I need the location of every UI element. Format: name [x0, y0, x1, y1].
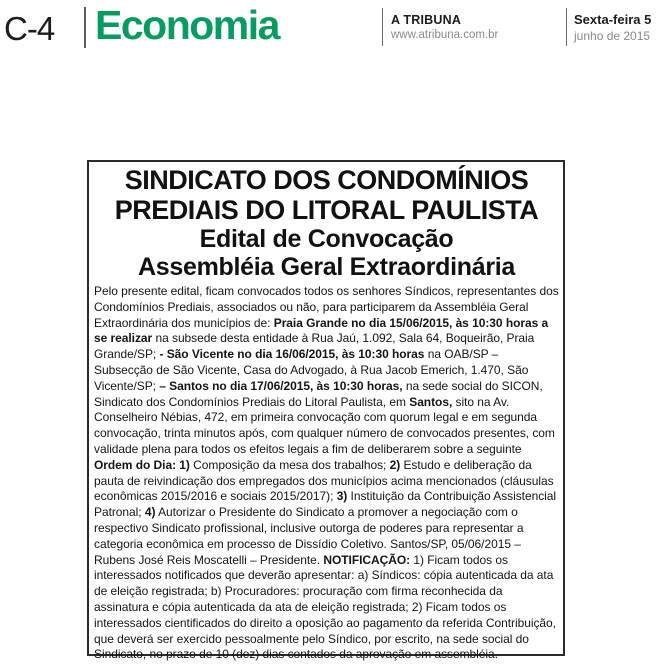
notice-title-line1: SINDICATO DOS CONDOMÍNIOS	[124, 165, 529, 195]
edition-date-weekday: Sexta-feira 5	[574, 12, 652, 27]
masthead-website: www.atribuna.com.br	[391, 29, 499, 42]
notice-subtitle-line2: Assembléia Geral Extraordinária	[138, 253, 515, 281]
edition-date	[574, 13, 651, 44]
section-title: Economia	[95, 2, 279, 48]
legal-notice-box	[87, 160, 565, 662]
edition-date-rest: junho de 2015	[574, 28, 651, 43]
header-divider	[382, 8, 383, 46]
page-number: C-4	[4, 10, 55, 47]
masthead	[391, 13, 498, 43]
masthead-name: A TRIBUNA	[391, 13, 462, 27]
notice-body-text: Pelo presente edital, ficam convocados todos os senhores Síndicos, representantes dos Condomínios Prediais, associados ou não, para participarem da Assembléia Geral Extraordinária dos municípios de: Praia Grande no dia 15/06/2015, às 10:30 horas a se realizar na subsede desta entidade à Rua Jaú, 1.092, Sala 64, Boqueirão, Praia Grande/SP; - São Vicente no dia 16/06/2015, às 10:30 horas na OAB/SP – Subsecção de São Vicente, Casa do Advogado, à Rua Jacob Emerich, 1.470, São Vicente/SP; – Santos no dia 17/06/2015, às 10:30 horas, na sede social do SICON, Sindicato dos Condomínios Prediais do Litoral Paulista, em Santos, sito na Av. Conselheiro Nébias, 472, em primeira convocação com quorum legal e em segunda convocação, trinta minutos após, com qualquer número de convocados presentes, com validade plena para todos os efeitos legais a fim de deliberarem sobre a seguinte Ordem do Dia: 1) Composição da mesa dos trabalhos; 2) Estudo e deliberação da pauta de reivindicação dos empregados dos municípios acima mencionados (cláusulas econômicas 2015/2016 e sociais 2015/2017); 3) Instituição da Contribuição Assistencial Patronal; 4) Autorizar o Presidente do Sindicato a promover a negociação com o respectivo Sindicato profissional, inclusive outorga de poderes para representar a categoria econômica em processo de Dissídio Coletivo. Santos/SP, 05/06/2015 – Rubens José Reis Moscatelli – Presidente. NOTIFICAÇÃO: 1) Ficam todos os interessados notificados que deverão apresentar: a) Síndicos: cópia autenticada da ata de eleição registrada; b) Procuradores: procuração com firma reconhecida da assinatura e cópia autenticada da ata de eleição registrada; 2) Ficam todos os interessados cientificados do direito a oposição ao pagamento da referida Contribuição, que deverá ser exercido pessoalmente pelo Síndico, por escrito, na sede social do Sindicato, no prazo de 10 (dez) dias contados da aprovação em assembléia.	[94, 284, 559, 662]
header-divider	[566, 8, 567, 46]
header-divider	[84, 7, 86, 48]
notice-subtitle-line1: Edital de Convocação	[199, 225, 454, 253]
notice-title-line2: PREDIAIS DO LITORAL PAULISTA	[114, 195, 539, 225]
